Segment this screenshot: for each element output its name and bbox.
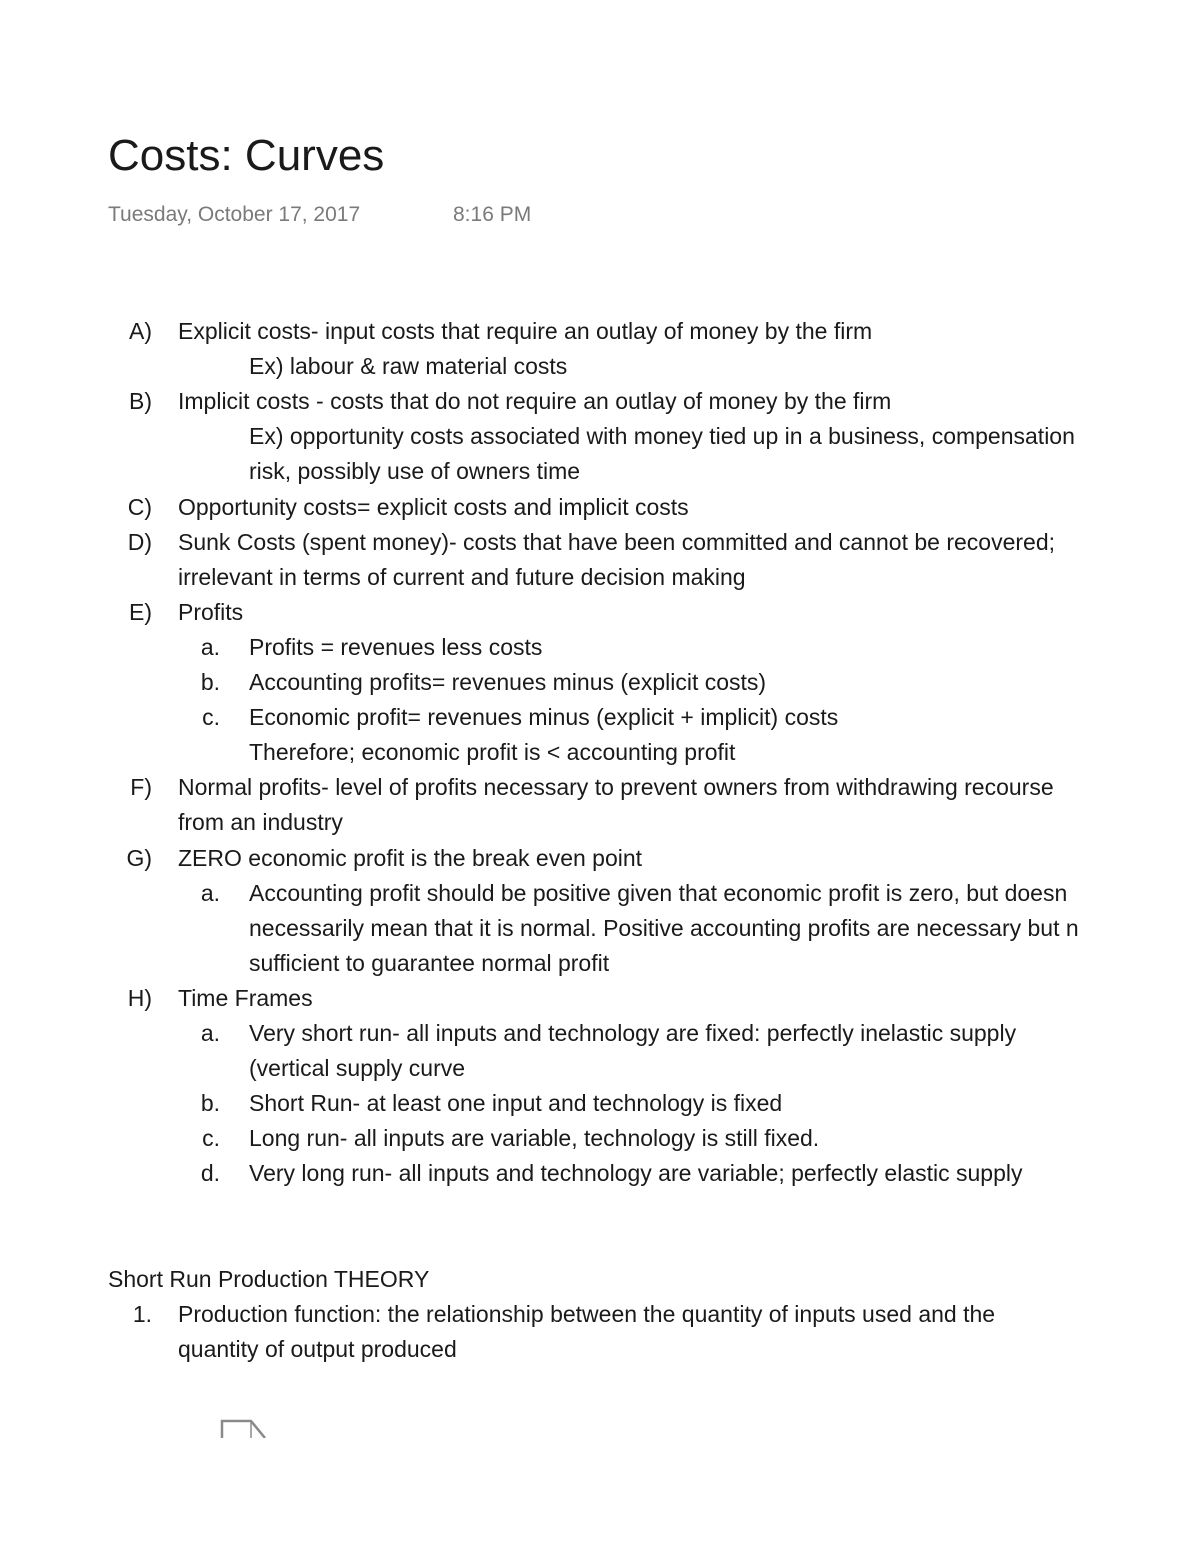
- sub-list-marker: a.: [200, 879, 220, 906]
- sub-list-marker: b.: [200, 1090, 220, 1117]
- sub-list-item-text: Accounting profit should be positive given that economic profit is zero, but doesn: [249, 879, 1068, 906]
- example-text: risk, possibly use of owners time: [249, 458, 581, 485]
- note-date: Tuesday, October 17, 2017: [108, 203, 361, 226]
- sub-list-marker: c.: [202, 704, 220, 731]
- sub-list-item-text: Profits = revenues less costs: [249, 633, 543, 660]
- example-text: Ex) opportunity costs associated with money tied up in a business, compensation: [249, 423, 1075, 450]
- list-item-text: Implicit costs - costs that do not require an outlay of money by the firm: [178, 388, 892, 415]
- sub-list-item-text: Accounting profits= revenues minus (explicit costs): [249, 669, 767, 695]
- list-marker: F): [130, 774, 152, 801]
- sub-list-marker: a.: [200, 1020, 220, 1046]
- sub-list-item-text: Economic profit= revenues minus (explicit + implicit) costs: [249, 704, 839, 731]
- list-marker: G): [126, 844, 152, 871]
- numbered-marker: 1.: [132, 1301, 152, 1327]
- note-timestamp: [108, 200, 532, 230]
- sub-list-marker: b.: [200, 669, 220, 695]
- list-item-text: Time Frames: [178, 984, 313, 1011]
- sub-list-item-text: necessarily mean that it is normal. Positive accounting profits are necessary but n: [249, 914, 1079, 941]
- sub-list-item-text: (vertical supply curve: [249, 1055, 466, 1082]
- sub-list-item-text: Long run- all inputs are variable, technology is still fixed.: [249, 1125, 820, 1152]
- sub-list-item-text: Therefore; economic profit is < accounting profit: [249, 739, 736, 766]
- list-marker: D): [127, 528, 152, 555]
- list-item-text: Normal profits- level of profits necessary to prevent owners from withdrawing recourse: [178, 774, 1054, 801]
- list-marker: H): [127, 984, 152, 1011]
- list-item-text: Profits: [178, 598, 244, 625]
- sub-list-item-text: Short Run- at least one input and technology is fixed: [249, 1090, 783, 1117]
- list-marker: A): [129, 318, 152, 344]
- list-item-text: irrelevant in terms of current and future decision making: [178, 563, 746, 590]
- numbered-item-text: Production function: the relationship between the quantity of inputs used and the: [178, 1301, 996, 1327]
- list-item-text: from an industry: [178, 809, 343, 836]
- sub-list-marker: d.: [200, 1160, 220, 1187]
- list-marker: E): [129, 598, 152, 625]
- section-heading: Short Run Production THEORY: [108, 1266, 430, 1292]
- sub-list-item-text: Very long run- all inputs and technology are variable; perfectly elastic supply: [249, 1160, 1023, 1187]
- list-marker: B): [129, 388, 152, 415]
- list-marker: C): [127, 493, 152, 520]
- sub-list-item-text: sufficient to guarantee normal profit: [249, 949, 610, 976]
- list-item-text: Explicit costs- input costs that require an outlay of money by the firm: [178, 318, 873, 344]
- page-title: Costs: Curves: [108, 131, 385, 180]
- numbered-item-text: quantity of output produced: [178, 1336, 457, 1363]
- document-icon: [220, 1418, 268, 1438]
- list-item-text: ZERO economic profit is the break even point: [178, 844, 643, 871]
- example-text: Ex) labour & raw material costs: [249, 353, 568, 380]
- note-time: 8:16 PM: [453, 203, 532, 226]
- list-item-text: Opportunity costs= explicit costs and implicit costs: [178, 493, 689, 520]
- sub-list-item-text: Very short run- all inputs and technology are fixed: perfectly inelastic supply: [249, 1020, 1017, 1046]
- list-item-text: Sunk Costs (spent money)- costs that have been committed and cannot be recovered;: [178, 528, 1056, 555]
- sub-list-marker: c.: [202, 1125, 220, 1152]
- sub-list-marker: a.: [200, 633, 220, 660]
